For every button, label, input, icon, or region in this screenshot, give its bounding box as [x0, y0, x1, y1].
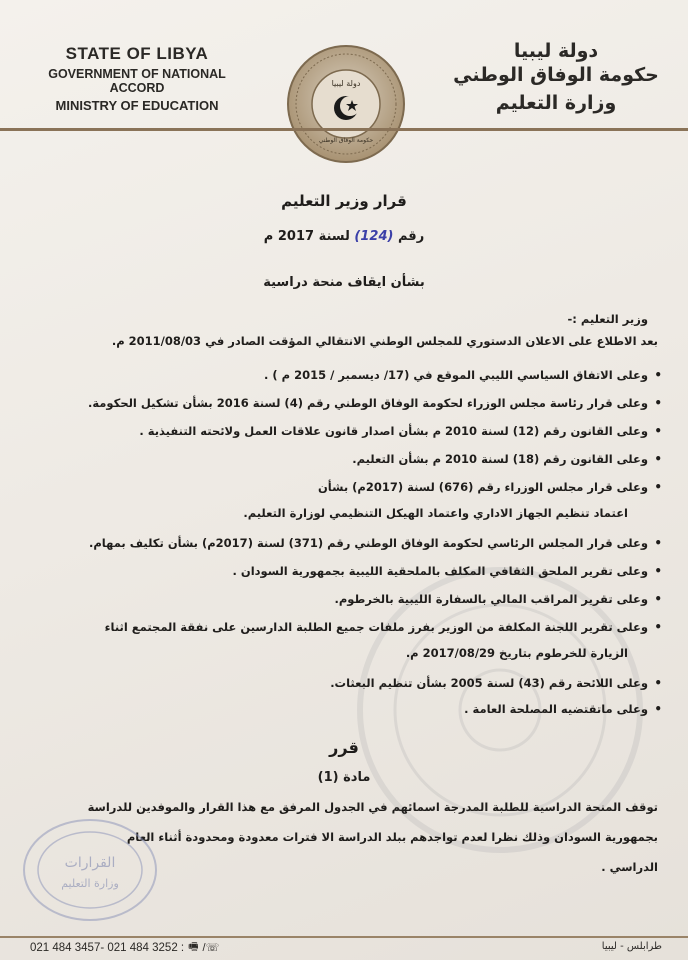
article-title: مادة (1): [317, 770, 371, 785]
consideration-item: • وعلى تقرير الملحق الثقافي المكلف بالملحقية الليبية بجمهورية السودان .: [233, 564, 649, 578]
minister-label: وزير التعليم :-: [567, 312, 648, 326]
government-name-en: GOVERNMENT OF NATIONAL ACCORD: [48, 67, 226, 95]
article-line: بجمهورية السودان وذلك نظرا لعدم تواجدهم ببلد الدراسة الا فترات معدودة ومحدودة أثناء العام: [126, 830, 658, 844]
phone-numbers: 021 484 3457- 021 484 3252 :: [30, 941, 185, 954]
number-value: (124): [354, 229, 394, 244]
decision-subject: بشأن ايقاف منحة دراسية: [263, 275, 425, 290]
consideration-item: • وعلى تقرير اللجنة المكلفة من الوزير بفرز ملفات جميع الطلبة الدارسين على نفقة المجتمع اثناء: [105, 620, 648, 634]
consideration-item: • وعلى اللائحة رقم (43) لسنة 2005 بشأن تنظيم البعثات.: [330, 676, 648, 690]
stamp-text: القرارات: [64, 855, 116, 871]
consideration-item: • وعلى قرار رئاسة مجلس الوزراء لحكومة الوفاق الوطني رقم (4) لسنة 2016 بشأن تشكيل الحكومة.: [88, 396, 648, 410]
state-emblem-seal: [286, 44, 406, 164]
arabic-header: [446, 40, 666, 114]
consideration-item: • وعلى قرار مجلس الوزراء رقم (676) لسنة (2017م) بشأن: [318, 480, 648, 494]
phone-icon: /☏: [202, 942, 220, 954]
state-name-en: STATE OF LIBYA: [65, 44, 209, 63]
decision-title: قرار وزير التعليم: [281, 192, 407, 210]
government-name-ar: حكومة الوفاق الوطني: [453, 64, 659, 86]
number-label: رقم: [397, 229, 425, 244]
state-name-ar: دولة ليبيا: [513, 40, 599, 62]
fax-icon: 🖷: [188, 941, 199, 953]
consideration-item: • وعلى القانون رقم (18) لسنة 2010 م بشأن التعليم.: [352, 452, 648, 466]
english-header: [22, 44, 252, 113]
emblem-title: دولة ليبيا: [331, 79, 361, 88]
ministry-name-ar: وزارة التعليم: [495, 92, 617, 114]
year-label: لسنة 2017 م: [263, 229, 350, 244]
emblem-ring-text: حكومة الوفاق الوطني: [318, 137, 374, 144]
consideration-item: • وعلى تقرير المراقب المالي بالسفارة الليبية بالخرطوم.: [335, 592, 649, 606]
decision-heading: قرر: [329, 738, 359, 757]
stamp-ministry-text: وزارة التعليم: [61, 877, 119, 890]
footer-city: طرابلس - ليبيا: [601, 941, 662, 952]
consideration-continuation: الزيارة للخرطوم بتاريخ 2017/08/29 م.: [405, 646, 628, 660]
article-line: الدراسي .: [601, 860, 658, 874]
article-line: توقف المنحة الدراسية للطلبة المدرجة اسمائهم في الجدول المرفق مع هذا القرار والموفدين للدراسة: [87, 800, 658, 814]
consideration-item: • وعلى القانون رقم (12) لسنة 2010 م بشأن اصدار قانون علاقات العمل ولائحته التنفيذية .: [139, 424, 648, 438]
header-divider: [0, 128, 688, 131]
consideration-item: • وعلى قرار المجلس الرئاسي لحكومة الوفاق الوطني رقم (371) لسنة (2017م) بشأن تكليف بمهام.: [89, 536, 648, 550]
consideration-item: • وعلى ماتقتضيه المصلحة العامة .: [464, 702, 648, 716]
ministry-name-en: MINISTRY OF EDUCATION: [55, 98, 219, 113]
consideration-continuation: اعتماد تنظيم الجهاز الاداري واعتماد الهيكل التنظيمي لوزارة التعليم.: [243, 506, 628, 520]
preamble-text: بعد الاطلاع على الاعلان الدستوري للمجلس الوطني الانتقالي المؤقت الصادر في 2011/08/03 م.: [111, 334, 658, 348]
footer-contact: [30, 938, 219, 957]
consideration-item: • وعلى الاتفاق السياسي الليبي الموقع في (17/ ديسمبر / 2015 م ) .: [264, 368, 648, 382]
decision-number: [0, 229, 688, 244]
ministry-stamp: [20, 815, 160, 925]
